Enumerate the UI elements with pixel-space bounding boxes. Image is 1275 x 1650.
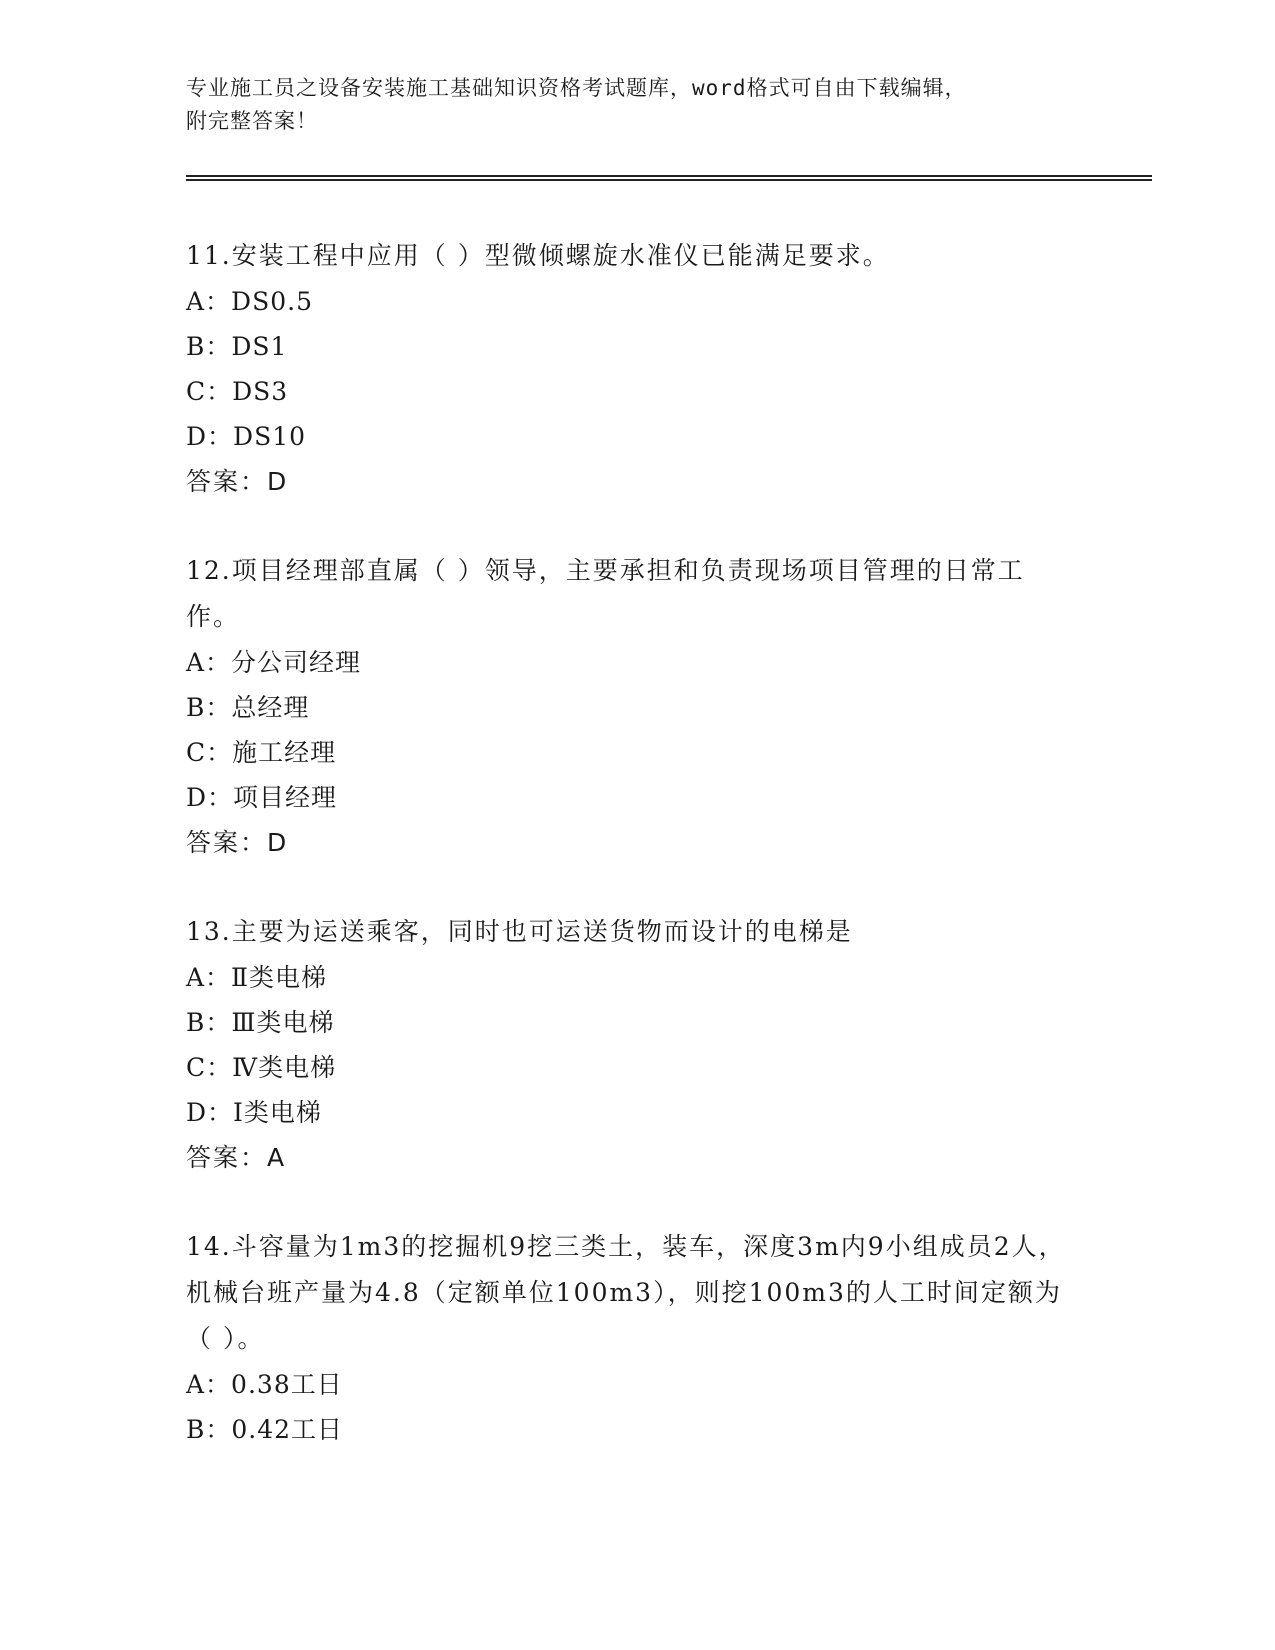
- question-list: [186, 233, 1066, 1495]
- option-a: A：Ⅱ类电梯: [186, 963, 328, 992]
- answer: 答案：D: [186, 467, 289, 496]
- document-header: [186, 72, 1086, 138]
- header-line-1: 专业施工员之设备安装施工基础知识资格考试题库，word格式可自由下载编辑，: [186, 76, 967, 100]
- question-14: [186, 1224, 1066, 1452]
- option-d: D：项目经理: [186, 783, 338, 812]
- option-b: B：总经理: [186, 693, 310, 722]
- option-b: B：0.42工日: [186, 1415, 344, 1444]
- question-13: [186, 909, 1066, 1181]
- option-d: D：Ⅰ类电梯: [186, 1098, 322, 1127]
- option-d: D：DS10: [186, 422, 307, 451]
- question-11: [186, 233, 1066, 505]
- answer: 答案：D: [186, 828, 289, 857]
- option-a: A：DS0.5: [186, 287, 313, 316]
- question-text: 12.项目经理部直属（ ）领导，主要承担和负责现场项目管理的日常工作。: [186, 556, 1025, 631]
- option-a: A：0.38工日: [186, 1370, 343, 1399]
- question-12: [186, 548, 1066, 866]
- option-c: C：Ⅳ类电梯: [186, 1053, 337, 1082]
- option-b: B：Ⅲ类电梯: [186, 1008, 335, 1037]
- question-text: 14.斗容量为1m3的挖掘机9挖三类土，装车，深度3m内9小组成员2人，机械台班产量为4.8（定额单位100m3），则挖100m3的人工时间定额为（ ）。: [186, 1232, 1066, 1353]
- option-b: B：DS1: [186, 332, 288, 361]
- question-text: 13.主要为运送乘客，同时也可运送货物而设计的电梯是: [186, 917, 853, 946]
- question-text: 11.安装工程中应用（ ）型微倾螺旋水准仪已能满足要求。: [186, 241, 890, 270]
- option-a: A：分公司经理: [186, 648, 362, 677]
- header-divider: [186, 175, 1152, 181]
- option-c: C：DS3: [186, 377, 289, 406]
- header-line-2: 附完整答案！: [186, 109, 318, 133]
- answer: 答案：A: [186, 1143, 287, 1172]
- option-c: C：施工经理: [186, 738, 337, 767]
